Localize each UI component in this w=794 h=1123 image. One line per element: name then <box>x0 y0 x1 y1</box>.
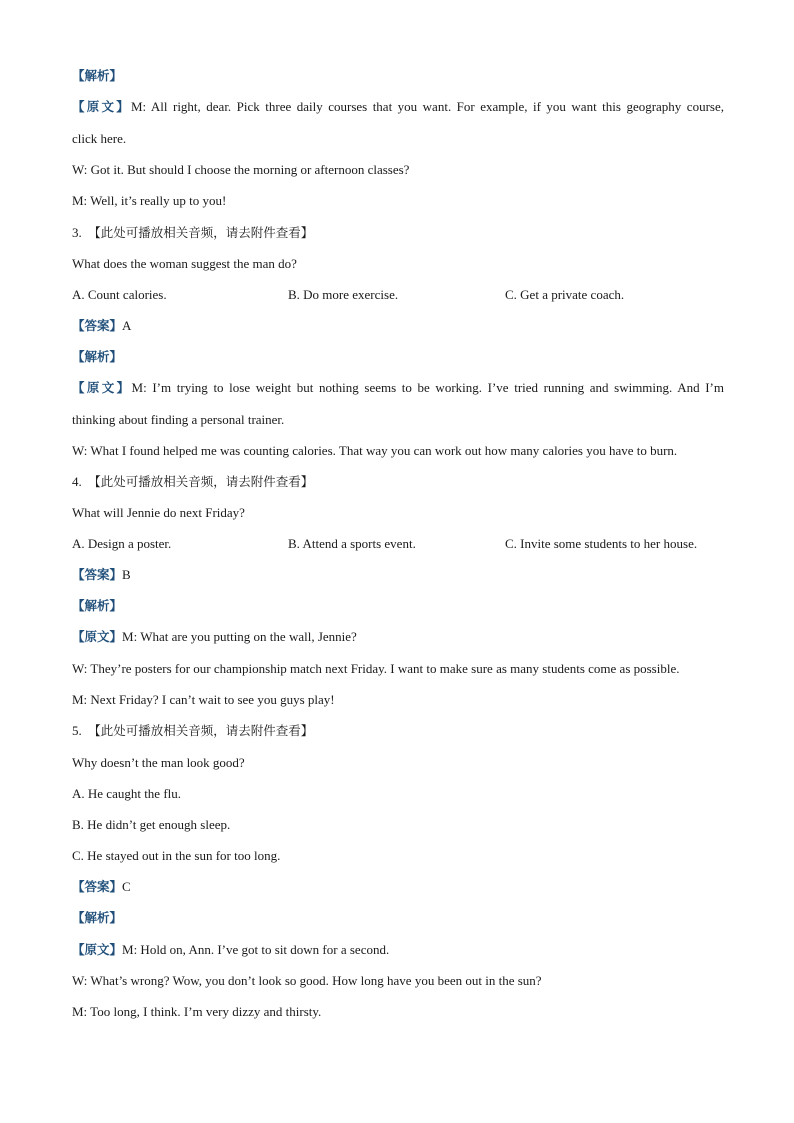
answer-tag: 【答案】 <box>72 879 123 894</box>
answer-value: A <box>122 318 132 333</box>
transcript-line: W: They’re posters for our championship match next Friday. I want to make sure as many students come as possible. <box>72 661 680 676</box>
answer-line <box>72 878 724 896</box>
audio-note: 【此处可播放相关音频，请去附件查看】 <box>88 723 314 738</box>
analysis-heading: 【解析】 <box>72 68 123 83</box>
audio-note: 【此处可播放相关音频，请去附件查看】 <box>88 474 314 489</box>
question-text: What will Jennie do next Friday? <box>72 505 245 520</box>
transcript-line: W: What I found helped me was counting calories. That way you can work out how many calories you have to burn. <box>72 443 678 458</box>
transcript-line <box>72 379 724 397</box>
question-header <box>72 722 724 740</box>
transcript-text: M: What are you putting on the wall, Jennie? <box>122 629 357 644</box>
question-number: 3. <box>72 225 82 240</box>
question-text: Why doesn’t the man look good? <box>72 755 245 770</box>
transcript-tag: 【原文】 <box>72 380 132 395</box>
question-header <box>72 224 724 242</box>
transcript-line: M: Too long, I think. I’m very dizzy and thirsty. <box>72 1004 322 1019</box>
answer-tag: 【答案】 <box>72 318 123 333</box>
option-b: B. He didn’t get enough sleep. <box>72 817 231 832</box>
option-a: A. Count calories. <box>72 287 167 302</box>
option-b: B. Attend a sports event. <box>288 536 416 551</box>
transcript-line: click here. <box>72 131 127 146</box>
option-b: B. Do more exercise. <box>288 287 399 302</box>
answer-line <box>72 566 724 584</box>
answer-line <box>72 317 724 335</box>
option-a: A. He caught the flu. <box>72 786 182 801</box>
question-number: 4. <box>72 474 82 489</box>
transcript-tag: 【原文】 <box>72 629 123 644</box>
transcript-text: M: Hold on, Ann. I’ve got to sit down for a second. <box>122 942 390 957</box>
transcript-tag: 【原文】 <box>72 942 123 957</box>
answer-value: B <box>122 567 131 582</box>
transcript-line <box>72 98 724 116</box>
option-a: A. Design a poster. <box>72 536 172 551</box>
transcript-tag: 【原文】 <box>72 99 131 114</box>
analysis-heading: 【解析】 <box>72 349 123 364</box>
question-text: What does the woman suggest the man do? <box>72 256 297 271</box>
option-c: C. Invite some students to her house. <box>505 536 698 551</box>
transcript-text: M: I’m trying to lose weight but nothing seems to be working. I’ve tried running and swimming. And I’m <box>131 380 724 395</box>
answer-value: C <box>122 879 131 894</box>
transcript-line: W: What’s wrong? Wow, you don’t look so good. How long have you been out in the sun? <box>72 973 542 988</box>
answer-tag: 【答案】 <box>72 567 123 582</box>
question-number: 5. <box>72 723 82 738</box>
transcript-text: M: All right, dear. Pick three daily courses that you want. For example, if you want this geography course, <box>130 99 724 114</box>
transcript-line: M: Next Friday? I can’t wait to see you guys play! <box>72 692 335 707</box>
audio-note: 【此处可播放相关音频，请去附件查看】 <box>88 225 314 240</box>
analysis-heading: 【解析】 <box>72 910 123 925</box>
transcript-line: M: Well, it’s really up to you! <box>72 193 227 208</box>
analysis-heading: 【解析】 <box>72 598 123 613</box>
transcript-line: thinking about finding a personal trainer. <box>72 412 285 427</box>
transcript-line <box>72 628 724 646</box>
transcript-line <box>72 941 724 959</box>
question-header <box>72 473 724 491</box>
option-c: C. Get a private coach. <box>505 287 625 302</box>
option-c: C. He stayed out in the sun for too long. <box>72 848 281 863</box>
transcript-line: W: Got it. But should I choose the morning or afternoon classes? <box>72 162 410 177</box>
